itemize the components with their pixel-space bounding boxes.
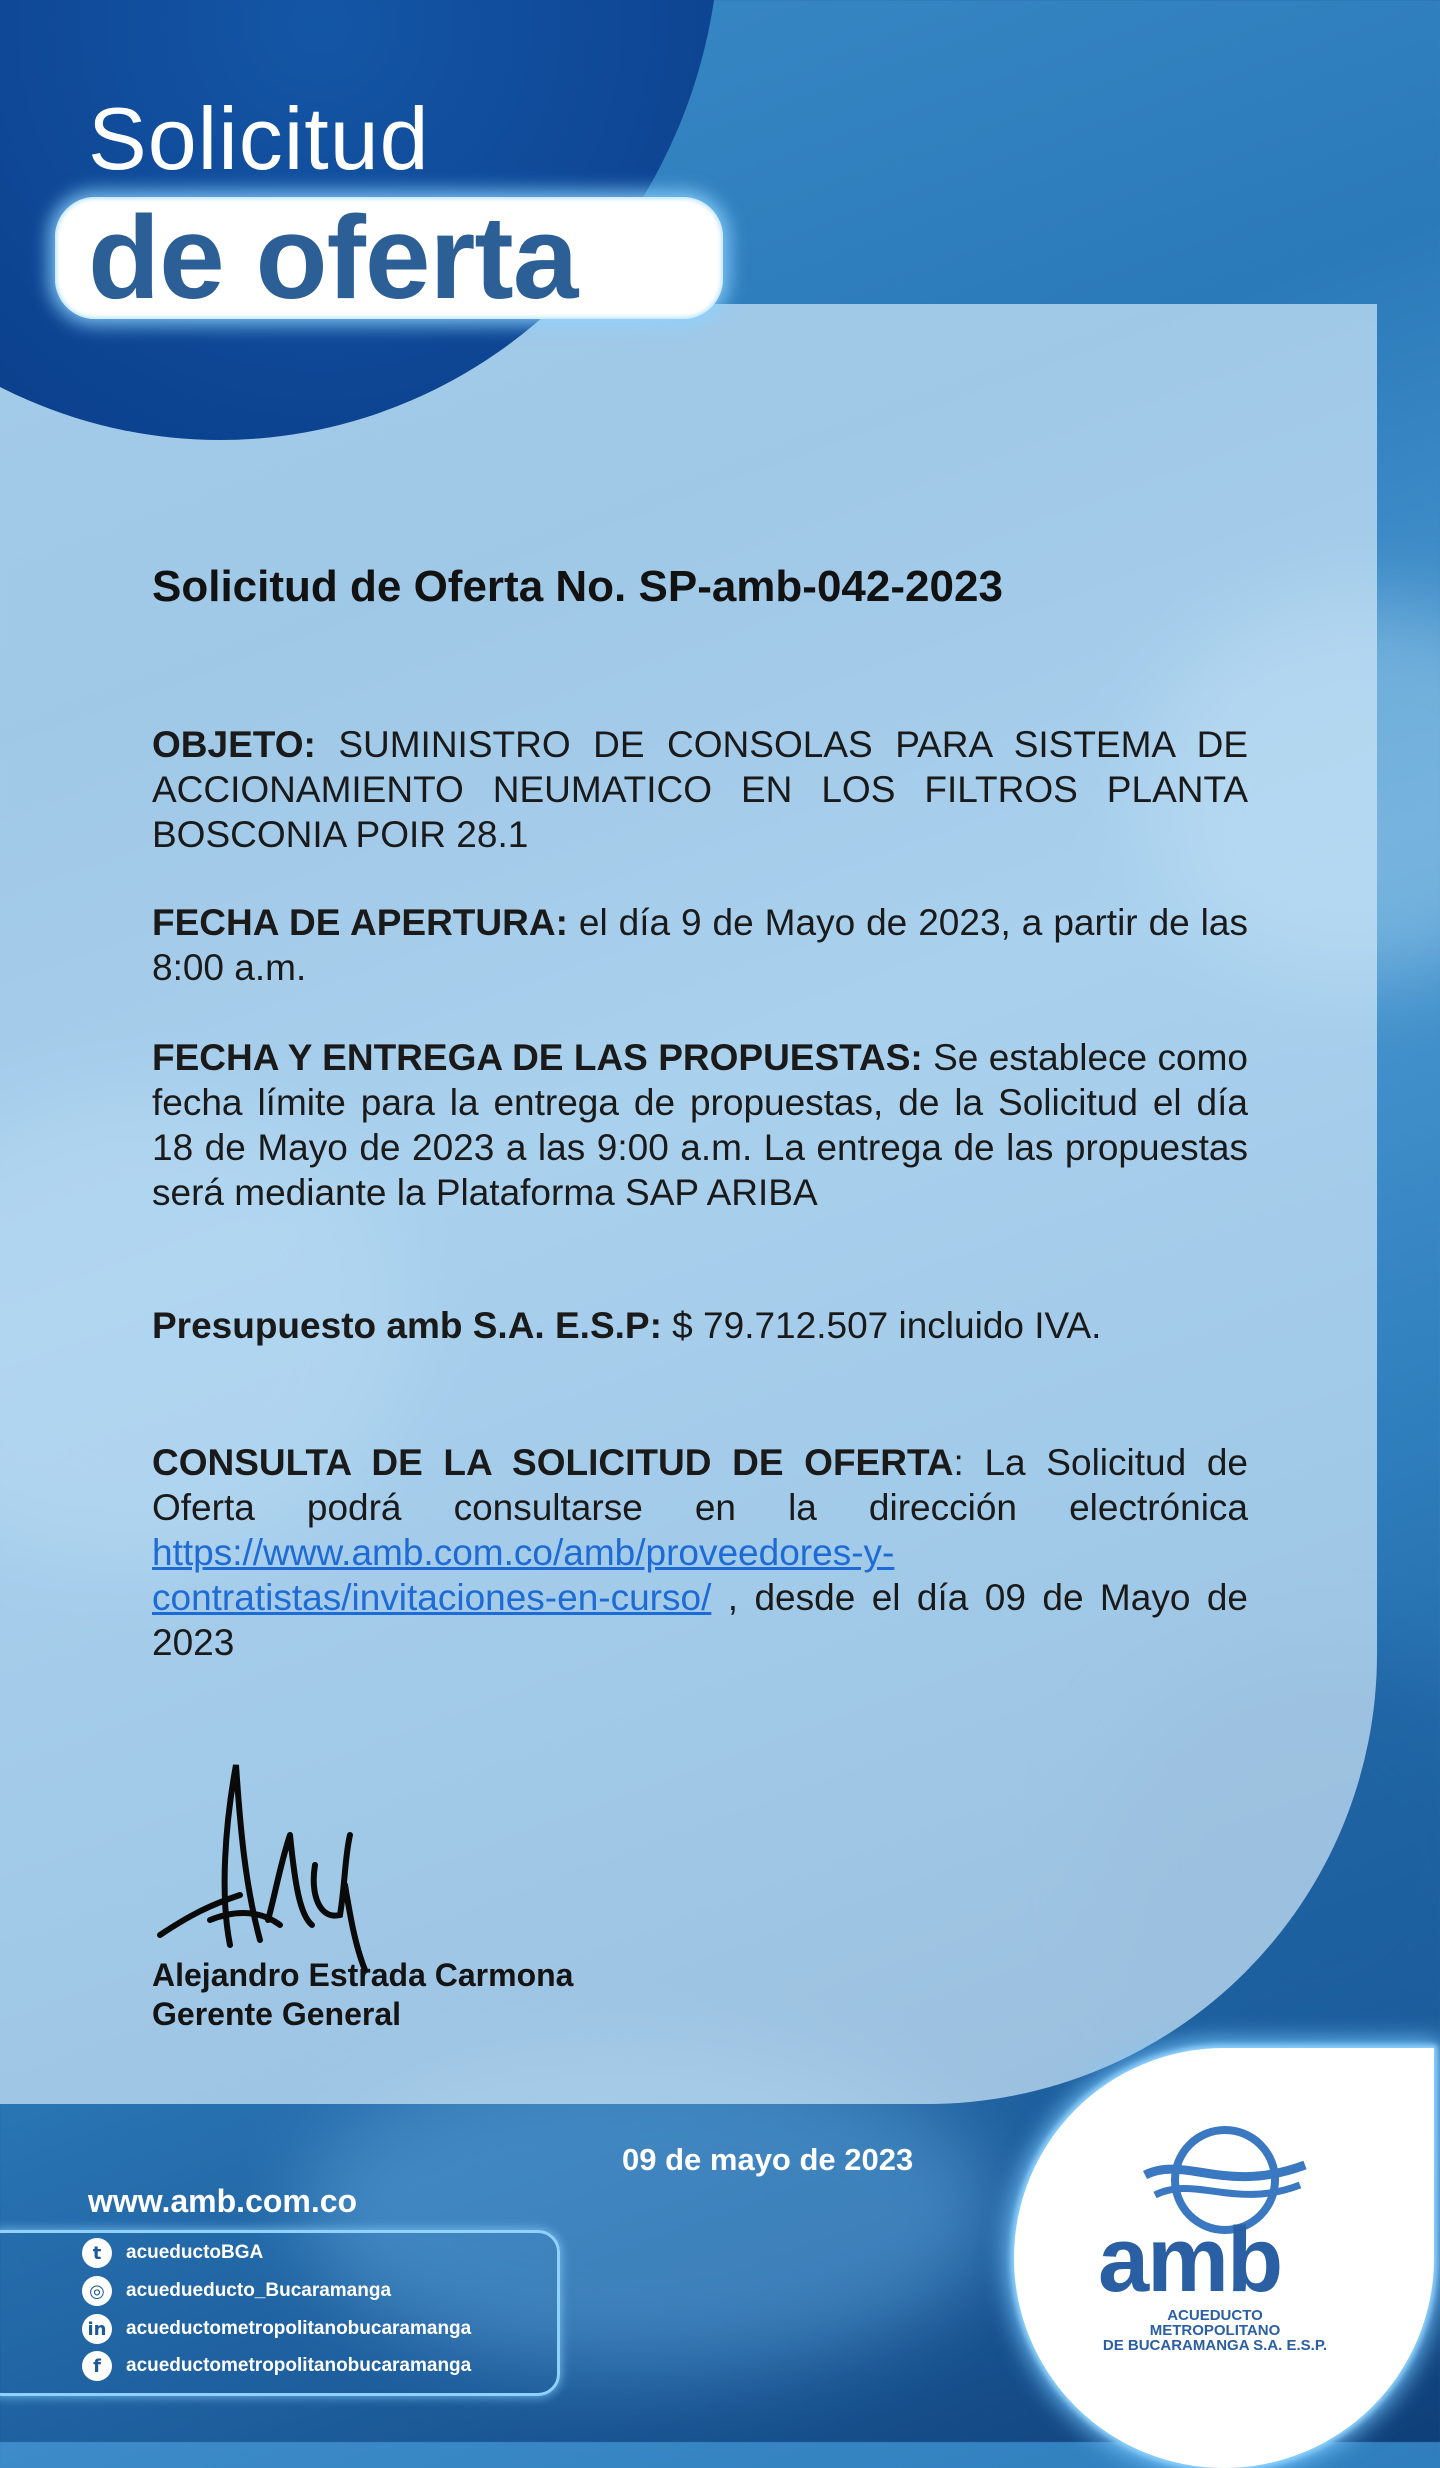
- presupuesto-label: Presupuesto amb S.A. E.S.P:: [152, 1305, 662, 1346]
- social-handle: acuedueducto_Bucaramanga: [126, 2280, 392, 2301]
- logo-wordmark: amb: [1098, 2209, 1282, 2311]
- consulta-label: CONSULTA DE LA SOLICITUD DE OFERTA: [152, 1442, 954, 1483]
- linkedin-icon: in: [82, 2314, 112, 2344]
- logo-subtitle: [1100, 2308, 1330, 2353]
- social-handle: acueductometropolitanobucaramanga: [126, 2318, 472, 2339]
- social-handle: acueductoBGA: [126, 2242, 264, 2263]
- consulta-tail: , desde el día 09 de Mayo de 2023: [152, 1577, 1248, 1663]
- signer-block: [152, 1956, 573, 2034]
- consulta-paragraph: [152, 1440, 1248, 1665]
- logo-subtitle-line-2: DE BUCARAMANGA S.A. E.S.P.: [1102, 2337, 1328, 2354]
- apertura-paragraph: [152, 900, 1248, 990]
- entrega-text: Se establece como fecha límite para la entrega de propuestas, de la Solicitud el día 18 de Mayo de 2023 a las 9:00 a.m. La entrega de las propuestas será mediante la Plataforma SAP ARIBA: [152, 1037, 1248, 1213]
- social-item-instagram[interactable]: [82, 2276, 391, 2306]
- apertura-text: el día 9 de Mayo de 2023, a partir de las 8:00 a.m.: [152, 902, 1248, 988]
- title-line-2: de oferta: [88, 192, 578, 324]
- social-handle: acueductometropolitanobucaramanga: [126, 2355, 472, 2376]
- presupuesto-paragraph: [152, 1303, 1248, 1348]
- facebook-icon: f: [82, 2351, 112, 2381]
- objeto-label: OBJETO:: [152, 724, 316, 765]
- objeto-text: SUMINISTRO DE CONSOLAS PARA SISTEMA DE ACCIONAMIENTO NEUMATICO EN LOS FILTROS PLANTA BOSCONIA POIR 28.1: [152, 724, 1248, 855]
- signer-role: Gerente General: [152, 1996, 401, 2032]
- social-item-twitter[interactable]: [82, 2238, 263, 2268]
- website-link[interactable]: www.amb.com.co: [88, 2183, 358, 2219]
- instagram-icon: ◎: [82, 2276, 112, 2306]
- apertura-label: FECHA DE APERTURA:: [152, 902, 568, 943]
- objeto-paragraph: [152, 722, 1248, 857]
- twitter-icon: t: [82, 2238, 112, 2268]
- entrega-label: FECHA Y ENTREGA DE LAS PROPUESTAS:: [152, 1037, 923, 1078]
- publication-date: 09 de mayo de 2023: [622, 2142, 914, 2177]
- signer-name: Alejandro Estrada Carmona: [152, 1957, 574, 1993]
- consulta-link[interactable]: https://www.amb.com.co/amb/proveedores-y-contratistas/invitaciones-en-curso/: [152, 1532, 895, 1618]
- social-item-facebook[interactable]: [82, 2351, 471, 2381]
- document-heading: Solicitud de Oferta No. SP-amb-042-2023: [152, 562, 1003, 611]
- social-item-linkedin[interactable]: [82, 2314, 471, 2344]
- consulta-text: : La Solicitud de Oferta podrá consultarse en la dirección electrónica: [152, 1442, 1248, 1528]
- title-line-1: Solicitud: [88, 89, 430, 188]
- entrega-paragraph: [152, 1035, 1248, 1215]
- presupuesto-text: $ 79.712.507 incluido IVA.: [661, 1305, 1102, 1346]
- signature: [150, 1745, 370, 1975]
- logo-subtitle-line-1: ACUEDUCTO METROPOLITANO: [1149, 2307, 1281, 2339]
